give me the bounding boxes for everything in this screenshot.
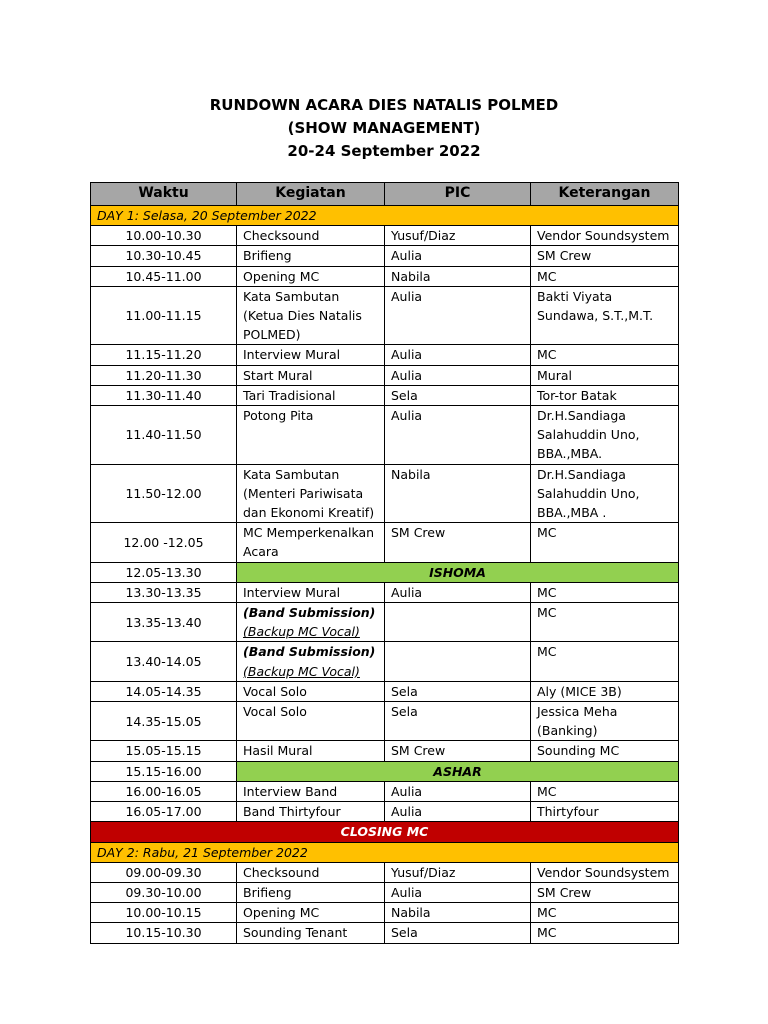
keterangan-line: Aly (MICE 3B) xyxy=(537,683,622,699)
cell-waktu: 12.00 -12.05 xyxy=(91,523,237,562)
cell-kegiatan xyxy=(237,781,385,801)
kegiatan-line: Kata Sambutan xyxy=(243,466,340,482)
cell-kegiatan xyxy=(237,345,385,365)
cell-kegiatan xyxy=(237,266,385,286)
cell-kegiatan xyxy=(237,226,385,246)
cell-keterangan xyxy=(531,681,679,701)
kegiatan-line: Tari Tradisional xyxy=(243,387,336,403)
header-waktu: Waktu xyxy=(91,183,237,206)
keterangan-line: Sounding MC xyxy=(537,743,620,759)
cell-keterangan xyxy=(531,923,679,943)
cell-pic xyxy=(385,642,531,681)
cell-pic: Aulia xyxy=(385,882,531,902)
cell-pic: Sela xyxy=(385,923,531,943)
keterangan-line: SM Crew xyxy=(537,884,592,900)
table-row xyxy=(91,365,679,385)
cell-pic: Nabila xyxy=(385,266,531,286)
break-label: ISHOMA xyxy=(237,562,679,582)
cell-kegiatan xyxy=(237,923,385,943)
break-row xyxy=(91,562,679,582)
cell-waktu: 16.00-16.05 xyxy=(91,781,237,801)
cell-keterangan xyxy=(531,582,679,602)
kegiatan-line: Brifieng xyxy=(243,884,292,900)
cell-waktu: 11.50-12.00 xyxy=(91,464,237,523)
table-row xyxy=(91,345,679,365)
rundown-table xyxy=(90,182,679,944)
cell-keterangan xyxy=(531,365,679,385)
cell-pic: Aulia xyxy=(385,781,531,801)
kegiatan-main: (Band Submission) xyxy=(243,644,376,660)
keterangan-line: MC xyxy=(537,644,557,660)
cell-kegiatan xyxy=(237,464,385,523)
cell-pic: Sela xyxy=(385,702,531,741)
cell-waktu: 11.20-11.30 xyxy=(91,365,237,385)
cell-kegiatan xyxy=(237,603,385,642)
cell-kegiatan xyxy=(237,681,385,701)
cell-keterangan xyxy=(531,802,679,822)
cell-waktu: 09.30-10.00 xyxy=(91,882,237,902)
kegiatan-line: (Menteri Pariwisata xyxy=(243,485,364,501)
table-row xyxy=(91,286,679,345)
keterangan-line: (Banking) xyxy=(537,723,598,739)
cell-pic: Sela xyxy=(385,385,531,405)
day-row xyxy=(91,206,679,226)
table-row xyxy=(91,464,679,523)
table-row xyxy=(91,862,679,882)
kegiatan-line: Opening MC xyxy=(243,268,320,284)
kegiatan-line: Vocal Solo xyxy=(243,704,307,720)
keterangan-line: BBA.,MBA. xyxy=(537,446,603,462)
cell-pic: Nabila xyxy=(385,903,531,923)
table-row xyxy=(91,266,679,286)
cell-keterangan xyxy=(531,642,679,681)
cell-waktu: 14.35-15.05 xyxy=(91,702,237,741)
cell-keterangan xyxy=(531,903,679,923)
cell-keterangan xyxy=(531,862,679,882)
cell-keterangan xyxy=(531,345,679,365)
cell-pic: SM Crew xyxy=(385,523,531,562)
keterangan-line: Salahuddin Uno, xyxy=(537,485,640,501)
cell-pic: Aulia xyxy=(385,246,531,266)
kegiatan-line: Band Thirtyfour xyxy=(243,804,341,820)
cell-keterangan xyxy=(531,246,679,266)
table-row xyxy=(91,385,679,405)
kegiatan-line: Start Mural xyxy=(243,367,313,383)
keterangan-line: Sundawa, S.T.,M.T. xyxy=(537,308,654,324)
keterangan-line: Tor-tor Batak xyxy=(537,387,617,403)
table-row xyxy=(91,903,679,923)
keterangan-line: Thirtyfour xyxy=(537,804,599,820)
cell-waktu: 10.00-10.30 xyxy=(91,226,237,246)
keterangan-line: BBA.,MBA . xyxy=(537,505,607,521)
cell-waktu: 13.40-14.05 xyxy=(91,642,237,681)
cell-waktu: 13.30-13.35 xyxy=(91,582,237,602)
keterangan-line: MC xyxy=(537,525,557,541)
table-row xyxy=(91,681,679,701)
header-kegiatan: Kegiatan xyxy=(237,183,385,206)
kegiatan-line: Checksound xyxy=(243,228,320,244)
cell-waktu: 10.45-11.00 xyxy=(91,266,237,286)
kegiatan-line: Kata Sambutan xyxy=(243,288,340,304)
kegiatan-line xyxy=(243,425,378,444)
cell-waktu: 11.30-11.40 xyxy=(91,385,237,405)
cell-kegiatan xyxy=(237,802,385,822)
kegiatan-line: dan Ekonomi Kreatif) xyxy=(243,505,375,521)
document-subtitle: (SHOW MANAGEMENT) xyxy=(287,119,481,137)
table-row xyxy=(91,702,679,741)
header-pic: PIC xyxy=(385,183,531,206)
cell-keterangan xyxy=(531,286,679,345)
kegiatan-sub: (Backup MC Vocal) xyxy=(243,663,360,679)
keterangan-line: Mural xyxy=(537,367,572,383)
cell-keterangan xyxy=(531,702,679,741)
cell-waktu: 11.15-11.20 xyxy=(91,345,237,365)
kegiatan-line: Checksound xyxy=(243,864,320,880)
cell-kegiatan xyxy=(237,903,385,923)
cell-kegiatan xyxy=(237,642,385,681)
cell-pic: Aulia xyxy=(385,286,531,345)
kegiatan-line: Vocal Solo xyxy=(243,683,307,699)
cell-keterangan xyxy=(531,781,679,801)
kegiatan-main: (Band Submission) xyxy=(243,605,376,621)
kegiatan-line: Interview Mural xyxy=(243,584,341,600)
cell-pic: Yusuf/Diaz xyxy=(385,226,531,246)
table-row xyxy=(91,741,679,761)
document-date-range: 20-24 September 2022 xyxy=(287,142,481,160)
day-label: DAY 1: Selasa, 20 September 2022 xyxy=(91,206,679,226)
keterangan-line: Dr.H.Sandiaga xyxy=(537,408,626,424)
closing-row xyxy=(91,822,679,842)
kegiatan-line: Potong Pita xyxy=(243,408,314,424)
keterangan-line: Salahuddin Uno, xyxy=(537,427,640,443)
cell-kegiatan xyxy=(237,246,385,266)
keterangan-line: Vendor Soundsystem xyxy=(537,228,670,244)
cell-pic: Aulia xyxy=(385,802,531,822)
kegiatan-line: Opening MC xyxy=(243,905,320,921)
cell-kegiatan xyxy=(237,702,385,741)
table-row xyxy=(91,226,679,246)
cell-pic: SM Crew xyxy=(385,741,531,761)
kegiatan-line: Brifieng xyxy=(243,248,292,264)
header-keterangan: Keterangan xyxy=(531,183,679,206)
cell-kegiatan xyxy=(237,862,385,882)
table-row xyxy=(91,882,679,902)
cell-waktu: 15.05-15.15 xyxy=(91,741,237,761)
cell-keterangan xyxy=(531,266,679,286)
cell-waktu: 10.00-10.15 xyxy=(91,903,237,923)
cell-waktu: 12.05-13.30 xyxy=(91,562,237,582)
cell-waktu: 10.15-10.30 xyxy=(91,923,237,943)
cell-keterangan xyxy=(531,406,679,465)
break-label: ASHAR xyxy=(237,761,679,781)
keterangan-line: Bakti Viyata xyxy=(537,288,613,304)
kegiatan-sub: (Backup MC Vocal) xyxy=(243,624,360,640)
cell-waktu: 15.15-16.00 xyxy=(91,761,237,781)
keterangan-line: Vendor Soundsystem xyxy=(537,864,670,880)
cell-keterangan xyxy=(531,882,679,902)
table-row xyxy=(91,802,679,822)
table-row xyxy=(91,582,679,602)
cell-waktu: 10.30-10.45 xyxy=(91,246,237,266)
cell-waktu: 11.40-11.50 xyxy=(91,406,237,465)
kegiatan-line: MC Memperkenalkan xyxy=(243,525,375,541)
cell-pic: Aulia xyxy=(385,582,531,602)
cell-waktu: 13.35-13.40 xyxy=(91,603,237,642)
kegiatan-line: Hasil Mural xyxy=(243,743,313,759)
table-row xyxy=(91,603,679,642)
table-row xyxy=(91,923,679,943)
cell-pic: Aulia xyxy=(385,406,531,465)
table-row xyxy=(91,246,679,266)
cell-waktu: 09.00-09.30 xyxy=(91,862,237,882)
cell-keterangan xyxy=(531,226,679,246)
cell-waktu: 11.00-11.15 xyxy=(91,286,237,345)
cell-kegiatan xyxy=(237,385,385,405)
table-header-row xyxy=(91,183,679,206)
keterangan-line: MC xyxy=(537,925,557,941)
kegiatan-line: (Ketua Dies Natalis xyxy=(243,308,362,324)
cell-waktu: 16.05-17.00 xyxy=(91,802,237,822)
keterangan-line: MC xyxy=(537,605,557,621)
cell-keterangan xyxy=(531,523,679,562)
cell-kegiatan xyxy=(237,741,385,761)
kegiatan-line: Interview Mural xyxy=(243,347,341,363)
keterangan-line: MC xyxy=(537,584,557,600)
cell-keterangan xyxy=(531,603,679,642)
cell-kegiatan xyxy=(237,882,385,902)
keterangan-line: MC xyxy=(537,905,557,921)
kegiatan-line: Sounding Tenant xyxy=(243,925,348,941)
kegiatan-line: POLMED) xyxy=(243,327,301,343)
table-row xyxy=(91,781,679,801)
table-row xyxy=(91,642,679,681)
keterangan-line: MC xyxy=(537,347,557,363)
cell-waktu: 14.05-14.35 xyxy=(91,681,237,701)
table-row xyxy=(91,406,679,465)
keterangan-line: Jessica Meha xyxy=(537,704,618,720)
cell-pic xyxy=(385,603,531,642)
cell-pic: Aulia xyxy=(385,345,531,365)
kegiatan-line xyxy=(243,721,378,740)
cell-keterangan xyxy=(531,741,679,761)
cell-pic: Nabila xyxy=(385,464,531,523)
keterangan-line: MC xyxy=(537,268,557,284)
cell-kegiatan xyxy=(237,406,385,465)
table-row xyxy=(91,523,679,562)
closing-label: CLOSING MC xyxy=(91,822,679,842)
cell-keterangan xyxy=(531,464,679,523)
kegiatan-line: Acara xyxy=(243,544,279,560)
kegiatan-line: Interview Band xyxy=(243,783,338,799)
cell-pic: Aulia xyxy=(385,365,531,385)
document-title: RUNDOWN ACARA DIES NATALIS POLMED xyxy=(209,96,559,114)
cell-kegiatan xyxy=(237,286,385,345)
keterangan-line: SM Crew xyxy=(537,248,592,264)
cell-pic: Yusuf/Diaz xyxy=(385,862,531,882)
day-row xyxy=(91,842,679,862)
keterangan-line: MC xyxy=(537,783,557,799)
cell-kegiatan xyxy=(237,523,385,562)
break-row xyxy=(91,761,679,781)
cell-pic: Sela xyxy=(385,681,531,701)
day-label: DAY 2: Rabu, 21 September 2022 xyxy=(91,842,679,862)
keterangan-line: Dr.H.Sandiaga xyxy=(537,466,626,482)
kegiatan-line xyxy=(243,444,378,463)
cell-keterangan xyxy=(531,385,679,405)
cell-kegiatan xyxy=(237,365,385,385)
cell-kegiatan xyxy=(237,582,385,602)
